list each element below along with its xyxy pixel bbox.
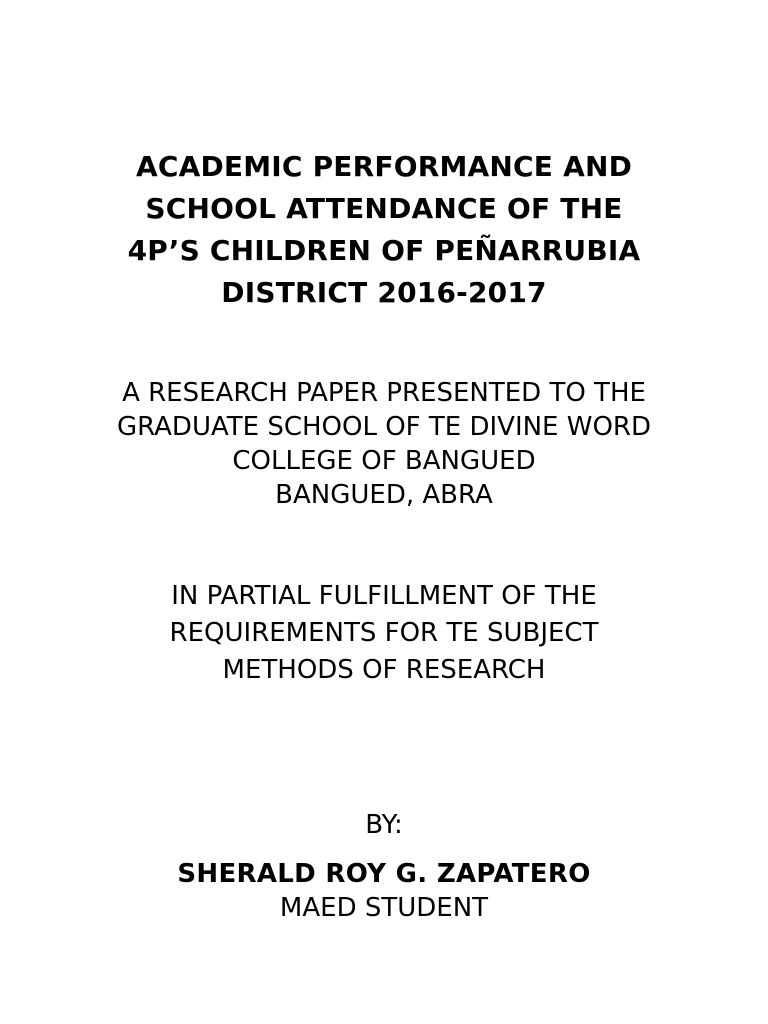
author-role: MAED STUDENT [279,893,489,923]
title-line: SCHOOL ATTENDANCE OF THE [145,192,623,225]
presentation-line: GRADUATE SCHOOL OF TE DIVINE WORD [116,412,652,442]
presentation-line: COLLEGE OF BANGUED [232,446,536,476]
title-line: 4P’S CHILDREN OF PEÑARRUBIA [127,234,641,267]
title-line: DISTRICT 2016-2017 [221,276,547,309]
title-line: ACADEMIC PERFORMANCE AND [135,150,633,183]
paper-title [60,146,708,314]
presentation-line: A RESEARCH PAPER PRESENTED TO THE [122,378,646,408]
fulfillment-statement [40,578,728,689]
by-label: BY: [365,810,403,840]
fulfillment-line: IN PARTIAL FULFILLMENT OF THE [171,581,597,611]
author-name: SHERALD ROY G. ZAPATERO [177,859,591,889]
presentation-statement [40,376,728,512]
fulfillment-line: REQUIREMENTS FOR TE SUBJECT [169,618,599,648]
fulfillment-line: METHODS OF RESEARCH [222,655,546,685]
presentation-line: BANGUED, ABRA [275,480,493,510]
